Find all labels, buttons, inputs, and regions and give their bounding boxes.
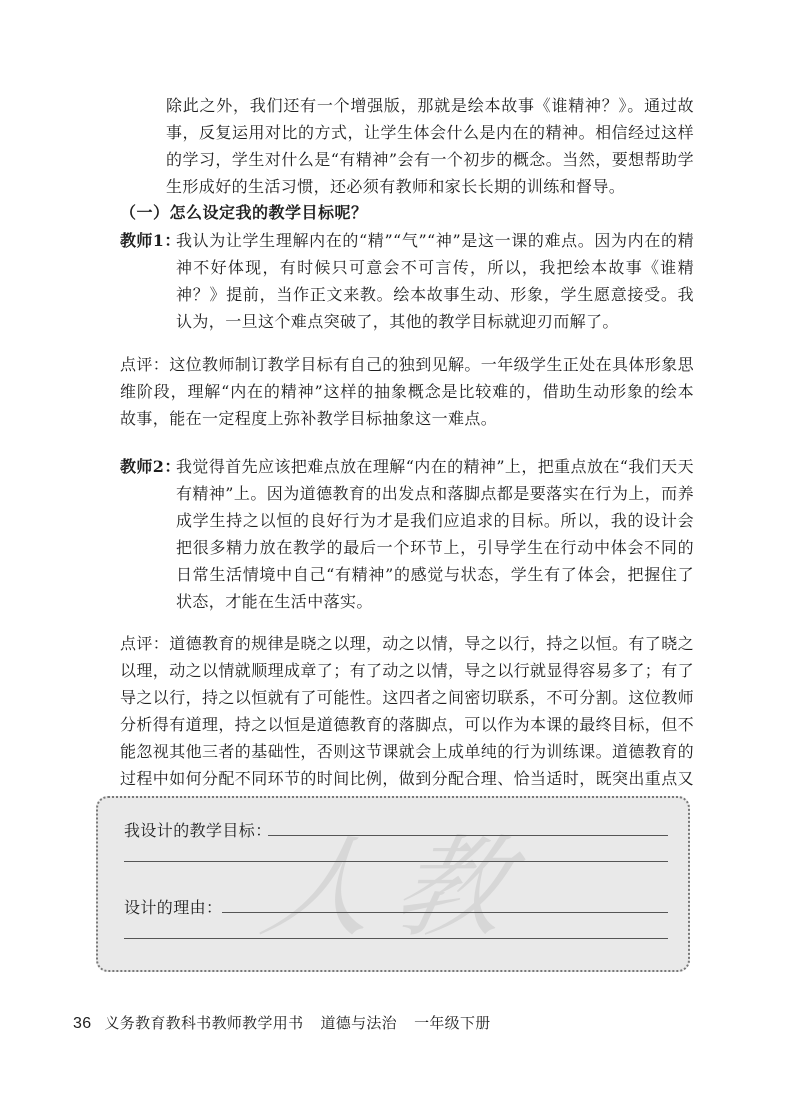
teaching-goal-line-1[interactable]	[268, 835, 668, 836]
design-reason-line-2[interactable]	[124, 938, 668, 939]
book-subject: 道德与法治	[320, 1014, 397, 1032]
section-heading: （一）怎么设定我的教学目标呢？	[120, 203, 368, 222]
teacher1-text: 我认为让学生理解内在的“精”“气”“神”是这一课的难点。因为内在的精神不好体现，有时候只可意会不可言传，所以，我把绘本故事《谁精神？》提前，当作正文来教。绘本故事生动、形象，学生愿意接受。我认为，一旦这个难点突破了，其他的教学目标就迎刃而解了。	[176, 231, 694, 331]
teaching-goal-line-2[interactable]	[124, 861, 668, 862]
teacher2-text: 我觉得首先应该把难点放在理解“内在的精神”上，把重点放在“我们天天有精神”上。因为道德教育的出发点和落脚点都是要落实在行为上，而养成学生持之以恒的良好行为才是我们应追求的目标。所以，我的设计会把很多精力放在教学的最后一个环节上，引导学生在行动中体会不同的日常生活情境中自己“有精神”的感觉与状态，学生有了体会，把握住了状态，才能在生活中落实。	[176, 457, 694, 611]
page-number: 36	[73, 1015, 92, 1032]
comment2-paragraph: 点评：道德教育的规律是晓之以理，动之以情，导之以行，持之以恒。有了晓之以理，动之以情就顺理成章了；有了动之以情，导之以行就显得容易多了；有了导之以行，持之以恒就有了可能性。这四者之间密切联系，不可分割。这位教师分析得有道理，持之以恒是道德教育的落脚点，可以作为本课的最终目标，但不能忽视其他三者的基础性，否则这节课就会上成单纯的行为训练课。道德教育的过程中如何分配不同环节的时间比例，做到分配合理、恰当适时，既突出重点又	[120, 634, 695, 788]
design-worksheet-box	[96, 796, 690, 972]
teaching-goal-label: 我设计的教学目标：	[124, 821, 272, 840]
design-reason-line-1[interactable]	[222, 912, 668, 913]
teacher2-label: 教师2：	[120, 457, 181, 476]
teacher2-block	[120, 453, 694, 615]
book-grade: 一年级下册	[414, 1014, 491, 1032]
book-series: 义务教育教科书教师教学用书	[104, 1014, 304, 1032]
page-footer	[73, 1012, 491, 1033]
intro-paragraph: 除此之外，我们还有一个增强版，那就是绘本故事《谁精神？》。通过故事，反复运用对比的方式，让学生体会什么是内在的精神。相信经过这样的学习，学生对什么是“有精神”会有一个初步的概念。当然，要想帮助学生形成好的生活习惯，还必须有教师和家长长期的训练和督导。	[166, 96, 694, 196]
design-reason-label: 设计的理由：	[124, 898, 223, 917]
teacher1-label: 教师1：	[120, 231, 181, 250]
teacher1-block	[120, 227, 694, 335]
comment1-paragraph: 点评：这位教师制订教学目标有自己的独到见解。一年级学生正处在具体形象思维阶段，理解“内在的精神”这样的抽象概念是比较难的，借助生动形象的绘本故事，能在一定程度上弥补教学目标抽象这一难点。	[120, 355, 695, 428]
publisher-watermark: 人教	[252, 824, 540, 952]
